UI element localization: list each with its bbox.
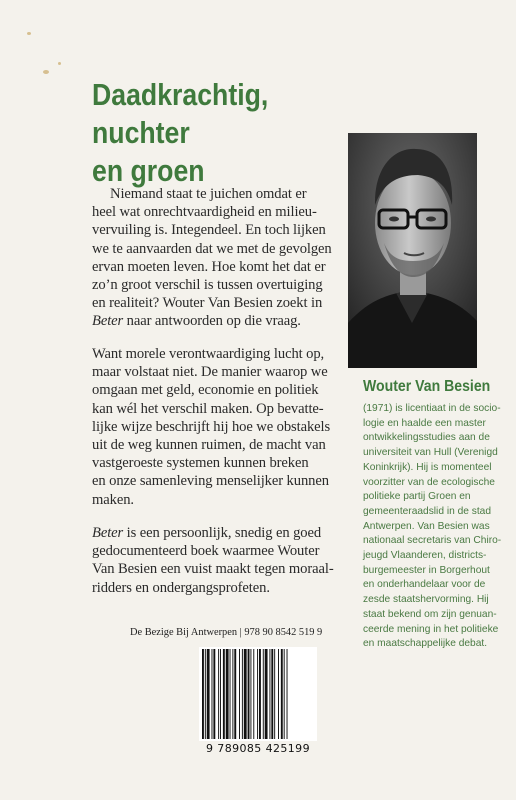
barcode-bar [271, 649, 273, 739]
barcode-bar [234, 649, 236, 739]
barcode-bar [250, 649, 251, 739]
title-line-1: Daadkrachtig, nuchter [92, 77, 269, 150]
author-photo [348, 133, 477, 368]
publisher-isbn-line: De Bezige Bij Antwerpen | 978 90 8542 519 9 [130, 627, 323, 638]
barcode-bar [269, 649, 270, 739]
book-title-inline: Beter [92, 313, 124, 330]
barcode-bar [281, 649, 283, 739]
barcode-bar [278, 649, 279, 739]
barcode-bar [218, 649, 219, 739]
barcode-bar [259, 649, 261, 739]
paper-speck [58, 62, 61, 65]
barcode-bar [287, 649, 288, 739]
isbn-barcode [199, 647, 317, 741]
barcode-bar [253, 649, 254, 739]
barcode-bar [220, 649, 221, 739]
barcode-bar [284, 649, 285, 739]
barcode-bar [207, 649, 210, 739]
barcode-bar [230, 649, 231, 739]
paper-speck [27, 32, 31, 35]
barcode-bar [248, 649, 250, 739]
barcode-bar [212, 649, 213, 739]
barcode-bar [244, 649, 247, 739]
book-title-inline: Beter [92, 525, 124, 541]
barcode-bar [257, 649, 258, 739]
barcode-bar [265, 649, 268, 739]
barcode-bar [232, 649, 233, 739]
blurb-paragraph-3: Beter is een persoonlijk, snedig en goed gedocumenteerd boek waarmee Wouter Van Besien een vuist maakt tegen moraal- ridders en ondergangsprofeten. [92, 525, 334, 596]
barcode-bar [202, 649, 204, 739]
barcode-bar [274, 649, 275, 739]
paper-speck [43, 70, 49, 74]
barcode-bar [239, 649, 240, 739]
barcode-bar [223, 649, 225, 739]
barcode-bar [242, 649, 243, 739]
barcode-bar [205, 649, 206, 739]
barcode-bar [213, 649, 215, 739]
blurb-paragraph-1: Niemand staat te juichen omdat er heel wat onrechtvaardigheid en milieu- vervuiling is. Integendeel. En toch lijken we te aanvaarden dat we met de gevolgen ervan moeten leven. Hoe komt het dat er zo’n groot verschil is tussen overtuiging en realiteit? Wouter Van Besien zoekt in Beter naar antwoorden op die vraag. [92, 186, 332, 330]
barcode-bar [263, 649, 264, 739]
barcode-bar [226, 649, 229, 739]
author-bio: (1971) is licentiaat in de socio- logie en haalde een master ontwikkelingsstudies aan de universiteit van Hull (Verenigd Koninkrijk). Hij is momenteel voorzitter van de ecologische politieke partij Groen en gemeenteraadslid in de stad Antwerpen. Van Besien was nationaal secretaris van Chiro- jeugd Vlaanderen, districts- burgemeester in Borgerhout en onderhandelaar voor de zesde staatshervorming. Hij staat bekend om zijn genuan- ceerde mening in het politieke en maatschappelijke debat. [363, 403, 502, 650]
barcode-digits: 9 789085 425199 [206, 742, 310, 755]
title-line-2: en groen [92, 153, 205, 188]
book-title [92, 76, 350, 190]
blurb-paragraph-2: Want morele verontwaardiging lucht op, maar volstaat niet. De manier waarop we omgaan met geld, economie en politiek kan wél het verschil maken. Op bevatte- lijke wijze beschrijft hij hoe we obstakels uit de weg kunnen ruimen, de macht van vastgeroeste systemen kunnen breken en onze samenleving menselijker kunnen maken. [92, 346, 331, 508]
author-name: Wouter Van Besien [363, 378, 491, 395]
